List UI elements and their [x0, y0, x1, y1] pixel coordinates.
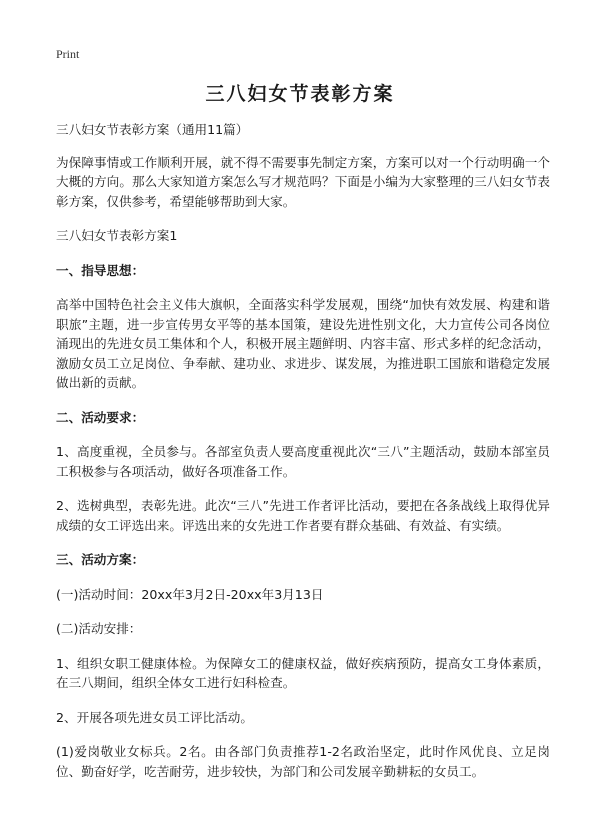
intro-paragraph: 为保障事情或工作顺利开展，就不得不需要事先制定方案，方案可以对一个行动明确一个大概的方向。那么大家知道方案怎么写才规范吗？下面是小编为大家整理的三八妇女节表彰方案，仅供参考，希望能够帮助到大家。 — [56, 154, 550, 209]
paragraph-guiding-ideology: 高举中国特色社会主义伟大旗帜，全面落实科学发展观，围绕“加快有效发展、构建和谐职旅”主题，进一步宣传男女平等的基本国策，建设先进性别文化，大力宣传公司各岗位涌现出的先进女员工集体和个人，积极开展主题鲜明、内容丰富、形式多样的纪念活动，激励女员工立足岗位、争奉献、建功业、求进步、谋发展，为推进职工国旅和谐稳定发展做出新的贡献。 — [56, 297, 550, 390]
heading-activity-requirements: 二、活动要求： — [56, 409, 145, 425]
document-body — [56, 120, 550, 796]
document-subtitle: 三八妇女节表彰方案（通用11篇） — [56, 122, 249, 137]
paragraph-health-check: 1、组织女职工健康体检。为保障女工的健康权益，做好疾病预防，提高女工身体素质，在三八期间，组织全体女工进行妇科检查。 — [56, 655, 550, 690]
paragraph-evaluation: 2、开展各项先进女员工评比活动。 — [56, 709, 253, 725]
activity-time-line: (一)活动时间：20xx年3月2日-20xx年3月13日 — [56, 586, 324, 602]
print-label[interactable]: Print — [56, 47, 80, 61]
paragraph-model-worker: (1)爱岗敬业女标兵。2名。由各部门负责推荐1-2名政治坚定，此时作风优良、立足岗位、勤奋好学，吃苦耐劳，进步较快，为部门和公司发展辛勤耕耘的女员工。 — [56, 744, 550, 779]
page-title: 三八妇女节表彰方案 — [205, 83, 395, 105]
heading-activity-plan: 三、活动方案： — [56, 552, 145, 567]
section-title: 三八妇女节表彰方案1 — [56, 228, 178, 243]
paragraph-requirement-2: 2、选树典型，表彰先进。此次“三八”先进工作者评比活动，要把在各条战线上取得优异成绩的女工评选出来。评选出来的女先进工作者要有群众基础、有效益、有实绩。 — [56, 498, 550, 533]
heading-guiding-ideology: 一、指导思想： — [56, 262, 145, 278]
activity-arrangement-line: (二)活动安排： — [56, 621, 142, 636]
paragraph-requirement-1: 1、高度重视，全员参与。各部室负责人要高度重视此次“三八”主题活动，鼓励本部室员工积极参与各项活动，做好各项准备工作。 — [56, 444, 550, 479]
